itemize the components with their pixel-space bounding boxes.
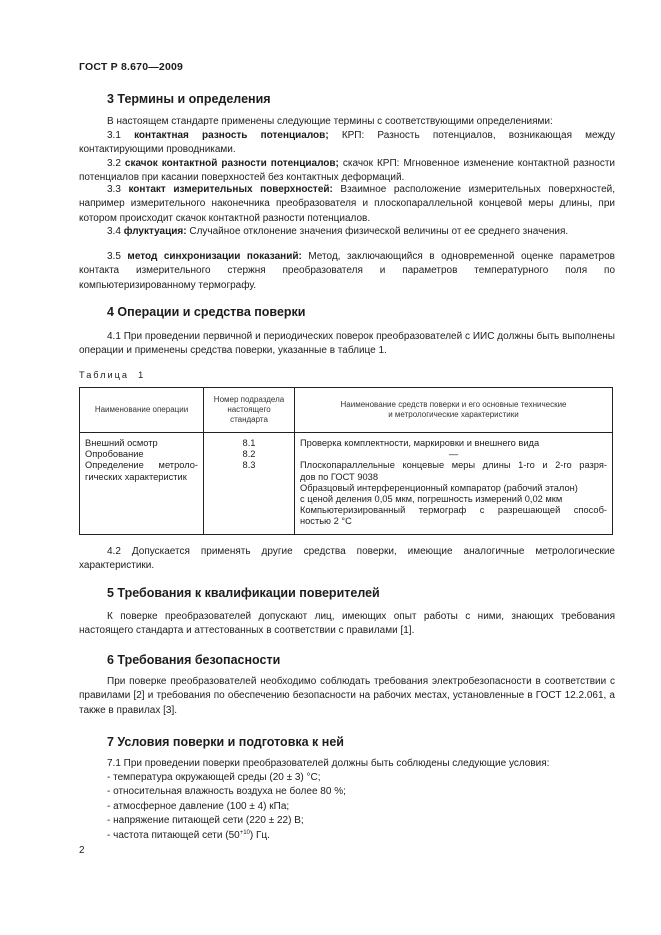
col-header-operation: Наименование операции <box>80 388 204 433</box>
list-item: - атмосферное давление (100 ± 4) кПа; <box>107 800 290 812</box>
table-header-row <box>80 388 613 433</box>
col-header-subsection: Номер подраздела настоящего стандарта <box>204 388 295 433</box>
subsection-cell: 8.1 8.2 8.3 <box>204 433 295 535</box>
operations-cell: Внешний осмотр Опробование Определение метроло- гических характеристик <box>80 433 204 535</box>
table-caption: Таблица 1 <box>79 370 144 380</box>
paragraph-4-1: 4.1 При проведении первичной и периодических поверок преобразователей с ИИС должны быть выполнены операции и применены средства поверки, указанные в таблице 1. <box>79 331 615 357</box>
term-3-3: 3.3 контакт измерительных поверхностей: Взаимное расположение измерительных поверхностей, например измерительного наконечника преобразователя и плоскопараллельной концевой меры длины, при котором происходит скачок контактной разности потенциалов. <box>79 184 615 224</box>
col-header-means: Наименование средств поверки и его основные технические и метрологические характеристики <box>295 388 613 433</box>
section-5-paragraph: К поверке преобразователей допускают лиц, имеющих опыт работы с ними, знающих требования настоящего стандарта и аттестованных в соответствии с правилами [1]. <box>79 611 615 637</box>
list-item: - напряжение питающей сети (220 ± 22) В; <box>107 815 304 827</box>
section-3-title: 3 Термины и определения <box>107 92 271 106</box>
term-3-2: 3.2 скачок контактной разности потенциалов; скачок КРП: Мгновенное изменение контактной разности потенциалов при касании поверхностей без контактных деформаций. <box>79 158 616 184</box>
section-4-title: 4 Операции и средства поверки <box>107 305 306 319</box>
table-row <box>80 433 613 535</box>
section-6-title: 6 Требования безопасности <box>107 653 281 667</box>
section-7-title: 7 Условия поверки и подготовка к ней <box>107 735 344 749</box>
list-item: - температура окружающей среды (20 ± 3) °С; <box>107 772 321 783</box>
verification-table <box>79 387 613 535</box>
document-header: ГОСТ Р 8.670—2009 <box>79 61 184 73</box>
section-6-paragraph: При поверке преобразователей необходимо соблюдать требования электробезопасности в соответствии с правилами [2] и требования по обеспечению безопасности на рабочих местах, установленные в ГОСТ 12.2.061, а также в правилах [3]. <box>79 676 615 716</box>
means-cell: Проверка комплектности, маркировки и внешнего вида — Плоскопараллельные концевые меры длины 1-го и 2-го разря- дов по ГОСТ 9038 Образцовый интерференционный компаратор (рабочий эталон) с ценой деления 0,05 мкм, погрешность измерений 0,02 мкм Компьютеризированный термограф с разрешающей способ- ностью 2 °С <box>295 433 613 535</box>
paragraph-4-2: 4.2 Допускается применять другие средства поверки, имеющие аналогичные метрологические характеристики. <box>79 546 615 572</box>
list-item: - частота питающей сети $(50^{+10})$ Гц. <box>107 829 270 841</box>
list-item: - относительная влажность воздуха не более 80 %; <box>107 786 346 798</box>
term-3-4: 3.4 флуктуация: Случайное отклонение значения физической величины от ее среднего значения. <box>107 226 569 237</box>
term-3-5: 3.5 метод синхронизации показаний: Метод, заключающийся в одновременной оценке параметров контакта измерительного стержня преобразователя и параметров температурного поля по компьютеризированному термографу. <box>79 251 615 291</box>
section-7-intro: 7.1 При проведении поверки преобразователей должны быть соблюдены следующие условия: <box>107 758 550 769</box>
section-5-title: 5 Требования к квалификации поверителей <box>107 586 380 600</box>
conditions-list <box>107 771 615 843</box>
page-number: 2 <box>79 845 85 856</box>
section-3-intro: В настоящем стандарте применены следующие термины с соответствующими определениями: <box>107 116 553 127</box>
term-3-1: 3.1 контактная разность потенциалов; КРП: Разность потенциалов, возникающая между контактирующими проводниками. <box>79 130 615 156</box>
